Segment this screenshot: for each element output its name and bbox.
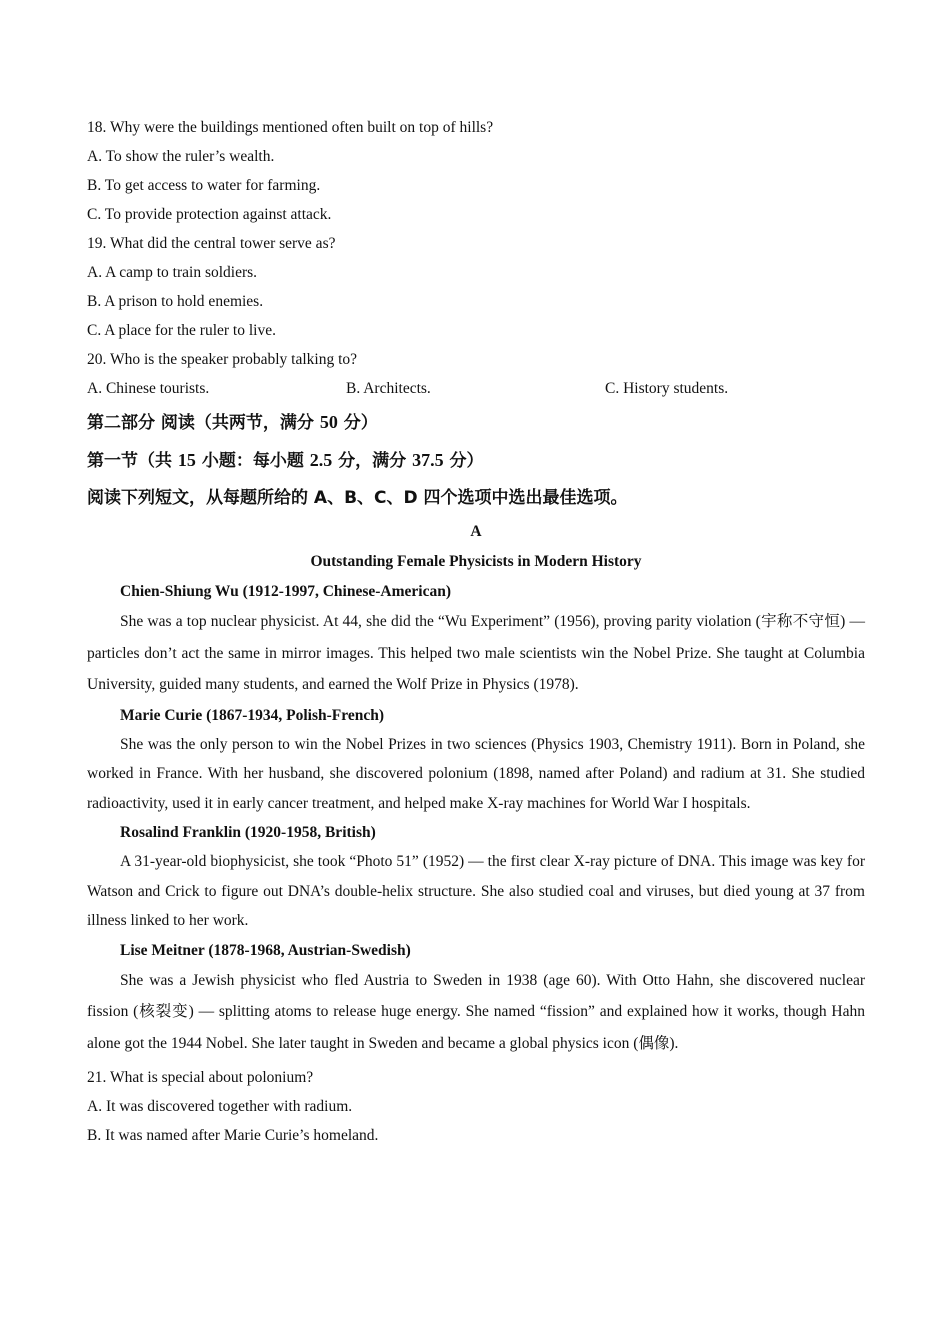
option-a: A. Chinese tourists.: [87, 380, 210, 397]
part-heading: 第一节（共 15 小题：每小题 2.5 分，满分 37.5 分）: [87, 450, 484, 471]
entry-text: She was a Jewish physicist who fled Austria to Sweden in 1938 (age 60). With Otto Hahn, she discovered nuclear fission (核裂变) — splitting atoms to release huge energy. She named “fission” and explained how it works, though Hahn alone got the 1944 Nobel. She later taught in Sweden and became a global physics icon (偶像).: [87, 971, 865, 1052]
option-b: B. To get access to water for farming.: [87, 177, 321, 194]
question-20: [87, 345, 865, 403]
question-text: 21. What is special about polonium?: [87, 1069, 314, 1086]
option-b: B. A prison to hold enemies.: [87, 293, 264, 310]
option-a: A. To show the ruler’s wealth.: [87, 148, 275, 165]
option-a: A. A camp to train soldiers.: [87, 264, 258, 281]
entry-name: Rosalind Franklin (1920-1958, British): [120, 824, 376, 841]
option-c: C. To provide protection against attack.: [87, 206, 332, 223]
entry-text: She was the only person to win the Nobel Prizes in two sciences (Physics 1903, Chemistry 1911). Born in Poland, she worked in France. With her husband, she discovered polonium (1898, named after Poland) and radium at 31. She studied radioactivity, used it in early cancer treatment, and helped make X-ray machines for World War I hospitals.: [87, 735, 865, 812]
question-21: [87, 1063, 865, 1150]
options-row: [87, 374, 865, 403]
exam-page: [87, 113, 865, 1150]
entry-name: Lise Meitner (1878-1968, Austrian-Swedish): [120, 941, 411, 959]
entry-name: Marie Curie (1867-1934, Polish-French): [120, 706, 385, 724]
question-text: 18. Why were the buildings mentioned often built on top of hills?: [87, 119, 494, 136]
instruction: 阅读下列短文，从每题所给的 A、B、C、D 四个选项中选出最佳选项。: [87, 488, 628, 508]
question-18: [87, 113, 865, 229]
entry-name: Chien-Shiung Wu (1912-1997, Chinese-American): [120, 583, 451, 600]
passage-title: Outstanding Female Physicists in Modern History: [310, 553, 642, 570]
question-19: [87, 229, 865, 345]
question-text: 20. Who is the speaker probably talking to?: [87, 351, 358, 368]
question-text: 19. What did the central tower serve as?: [87, 235, 336, 252]
option-b: B. Architects.: [346, 380, 431, 397]
entry-text: She was a top nuclear physicist. At 44, she did the “Wu Experiment” (1956), proving parity violation (宇称不守恒) — particles don’t act the same in mirror images. This helped two male scientists win the Nobel Prize. She taught at Columbia University, guided many students, and earned the Wolf Prize in Physics (1978).: [87, 613, 865, 693]
option-c: C. History students.: [605, 380, 729, 397]
section-heading: 第二部分 阅读（共两节，满分 50 分）: [87, 412, 378, 433]
passage-letter: A: [470, 523, 482, 540]
option-b: B. It was named after Marie Curie’s homeland.: [87, 1127, 379, 1144]
option-c: C. A place for the ruler to live.: [87, 322, 276, 339]
entry-text: A 31-year-old biophysicist, she took “Photo 51” (1952) — the first clear X-ray picture of DNA. This image was key for Watson and Crick to figure out DNA’s double-helix structure. She also studied coal and viruses, but died young at 37 from illness linked to her work.: [87, 853, 865, 929]
option-a: A. It was discovered together with radium.: [87, 1098, 353, 1115]
